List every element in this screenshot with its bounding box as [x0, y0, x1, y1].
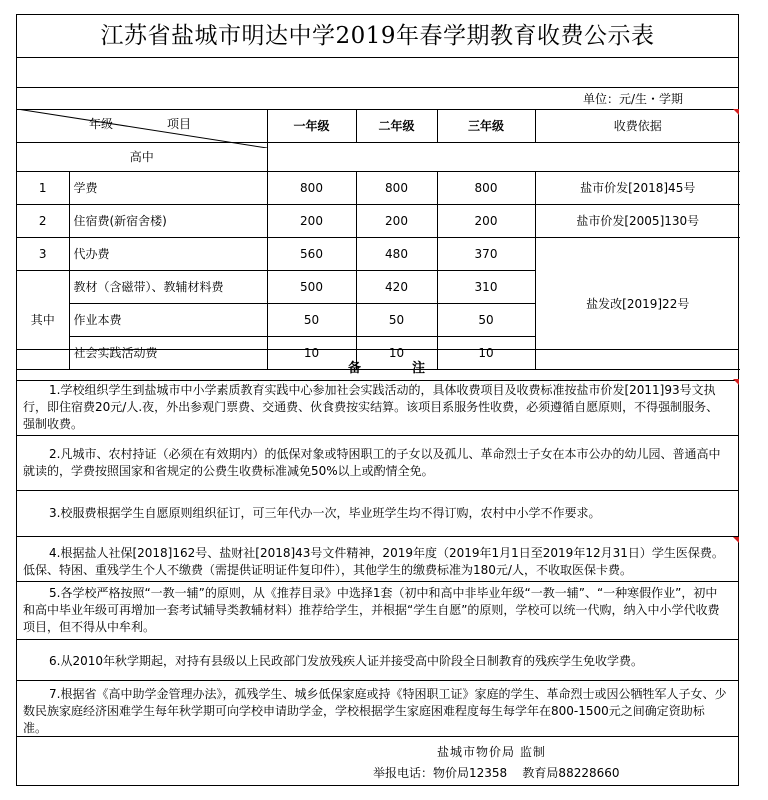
remarks-header — [17, 349, 738, 381]
row-grade1: 200 — [267, 204, 356, 237]
fee-sheet — [16, 14, 739, 786]
row-grade2: 50 — [356, 303, 437, 336]
row-item: 社会实践活动费 — [69, 336, 267, 369]
row-grade3: 200 — [437, 204, 535, 237]
blank-row — [17, 57, 738, 88]
row-item: 住宿费(新宿舍楼) — [69, 204, 267, 237]
footer — [17, 737, 738, 785]
row-grade1: 500 — [267, 270, 356, 303]
header-grade1: 一年级 — [267, 109, 356, 142]
row-grade1: 10 — [267, 336, 356, 369]
comment-marker-icon — [733, 109, 739, 115]
header-grade2: 二年级 — [356, 109, 437, 142]
note-5: 5.各学校严格按照“一教一辅”的原则，从《推荐目录》中选择1套（初中和高中非毕业年级“一教一辅”、“一种寒假作业”，初中和高中毕业年级可再增加一套考试辅导类教辅材料）推荐给学生，并根据“学生自愿”的原则，学校可以统一代购，纳入中小学代收费项目，但不得从中牟利。 — [17, 582, 738, 640]
row-grade3: 800 — [437, 171, 535, 204]
note-2: 2.凡城市、农村持证（必须在有效期内）的低保对象或特困职工的子女以及孤儿、革命烈士子女在本市公办的幼儿园、普通高中就读的，学费按照国家和省规定的公费生收费标准减免50%以上或酌情全免。 — [17, 436, 738, 491]
remarks-title-2: 注 — [412, 361, 426, 376]
table-row — [17, 171, 740, 204]
header-diagonal-cell — [17, 109, 267, 142]
comment-marker-icon — [733, 379, 739, 385]
row-grade1: 800 — [267, 171, 356, 204]
row-item: 教材（含磁带）、教辅材料费 — [69, 270, 267, 303]
header-grade3: 三年级 — [437, 109, 535, 142]
row-grade2: 200 — [356, 204, 437, 237]
diagonal-line — [17, 109, 267, 148]
header-grade-label: 年级 — [89, 117, 114, 131]
fee-table — [17, 109, 740, 370]
row-grade3: 50 — [437, 303, 535, 336]
section-label: 高中 — [17, 142, 267, 171]
row-grade2: 420 — [356, 270, 437, 303]
row-item: 作业本费 — [69, 303, 267, 336]
row-grade3: 370 — [437, 237, 535, 270]
row-grade3: 310 — [437, 270, 535, 303]
table-row — [17, 204, 740, 237]
comment-marker-icon — [733, 537, 739, 543]
row-item: 学费 — [69, 171, 267, 204]
note-7: 7.根据省《高中助学金管理办法》，孤残学生、城乡低保家庭或持《特困职工证》家庭的学生、革命烈士或因公牺牲军人子女、少数民族家庭经济困难学生每年秋学期可向学校申请助学金，学校根据学生家庭困难程度每生每学年在800-1500元之间确定资助标准。 — [17, 681, 738, 737]
row-basis: 盐市价发[2018]45号 — [535, 171, 740, 204]
merged-basis: 盐发改[2019]22号 — [535, 237, 740, 369]
row-number: 1 — [17, 171, 69, 204]
row-number: 3 — [17, 237, 69, 270]
row-grade2: 480 — [356, 237, 437, 270]
header-row — [17, 109, 740, 142]
footer-supervisor: 盐城市物价局 监制 — [437, 745, 546, 759]
header-basis: 收费依据 — [535, 109, 740, 142]
row-grade1: 560 — [267, 237, 356, 270]
header-item-label: 项目 — [167, 117, 192, 131]
note-4: 4.根据盐人社保[2018]162号、盐财社[2018]43号文件精神，2019年度（2019年1月1日至2019年12月31日）学生医保费。低保、特困、重残学生个人不缴费（需提供证明证件复印件），其他学生的缴费标准为180元/人，不收取医保卡费。 — [17, 537, 738, 582]
note-1: 1.学校组织学生到盐城市中小学素质教育实践中心参加社会实践活动的，具体收费项目及收费标准按盐市价发[2011]93号文执行，即住宿费20元/人.夜，外出参观门票费、交通费、伙食费按实结算。该项目系服务性收费，必须遵循自愿原则，不得强制服务、强制收费。 — [17, 379, 738, 436]
unit-row — [17, 87, 738, 110]
row-grade2: 10 — [356, 336, 437, 369]
note-6: 6.从2010年秋学期起，对持有县级以上民政部门发放残疾人证并接受高中阶段全日制教育的残疾学生免收学费。 — [17, 640, 738, 681]
page-title: 江苏省盐城市明达中学2019年春学期教育收费公示表 — [17, 15, 738, 58]
row-grade3: 10 — [437, 336, 535, 369]
row-number: 2 — [17, 204, 69, 237]
note-3: 3.校服费根据学生自愿原则组织征订，可三年代办一次，毕业班学生均不得订购，农村中小学不作要求。 — [17, 491, 738, 537]
footer-hotline: 举报电话：物价局12358 教育局88228660 — [373, 766, 620, 780]
unit-label: 单位：元/生・学期 — [583, 92, 684, 106]
row-subgroup-label: 其中 — [17, 270, 69, 369]
row-item: 代办费 — [69, 237, 267, 270]
row-basis: 盐市价发[2005]130号 — [535, 204, 740, 237]
row-grade2: 800 — [356, 171, 437, 204]
section-empty — [267, 142, 740, 171]
remarks-title-1: 备 — [348, 361, 362, 376]
row-grade1: 50 — [267, 303, 356, 336]
table-row — [17, 237, 740, 270]
